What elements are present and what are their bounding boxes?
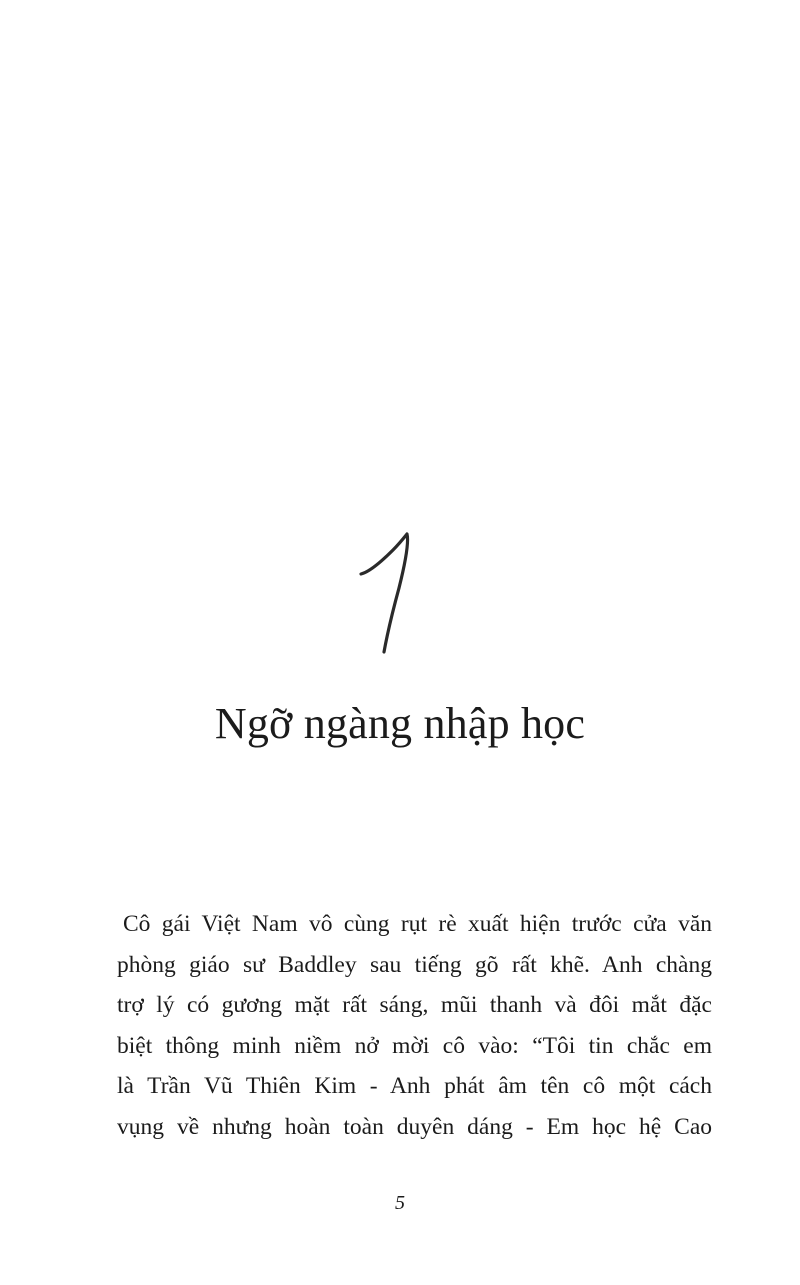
page-number: 5 — [395, 1192, 405, 1214]
body-paragraph — [117, 904, 712, 1147]
body-line: trợ lý có gương mặt rất sáng, mũi thanh và đôi mắt đặc — [117, 992, 712, 1018]
body-line: là Trần Vũ Thiên Kim - Anh phát âm tên cô một cách — [117, 1073, 712, 1099]
chapter-title: Ngỡ ngàng nhập học — [214, 699, 586, 748]
body-line: vụng về nhưng hoàn toàn duyên dáng - Em học hệ Cao — [117, 1113, 712, 1140]
body-line: phòng giáo sư Baddley sau tiếng gõ rất khẽ. Anh chàng — [117, 951, 712, 978]
body-line: biệt thông minh niềm nở mời cô vào: “Tôi tin chắc em — [117, 1032, 712, 1059]
handwritten-chapter-number-1 — [355, 530, 445, 660]
chapter-number — [0, 530, 800, 660]
body-line: Cô gái Việt Nam vô cùng rụt rè xuất hiện trước cửa văn — [123, 911, 712, 937]
